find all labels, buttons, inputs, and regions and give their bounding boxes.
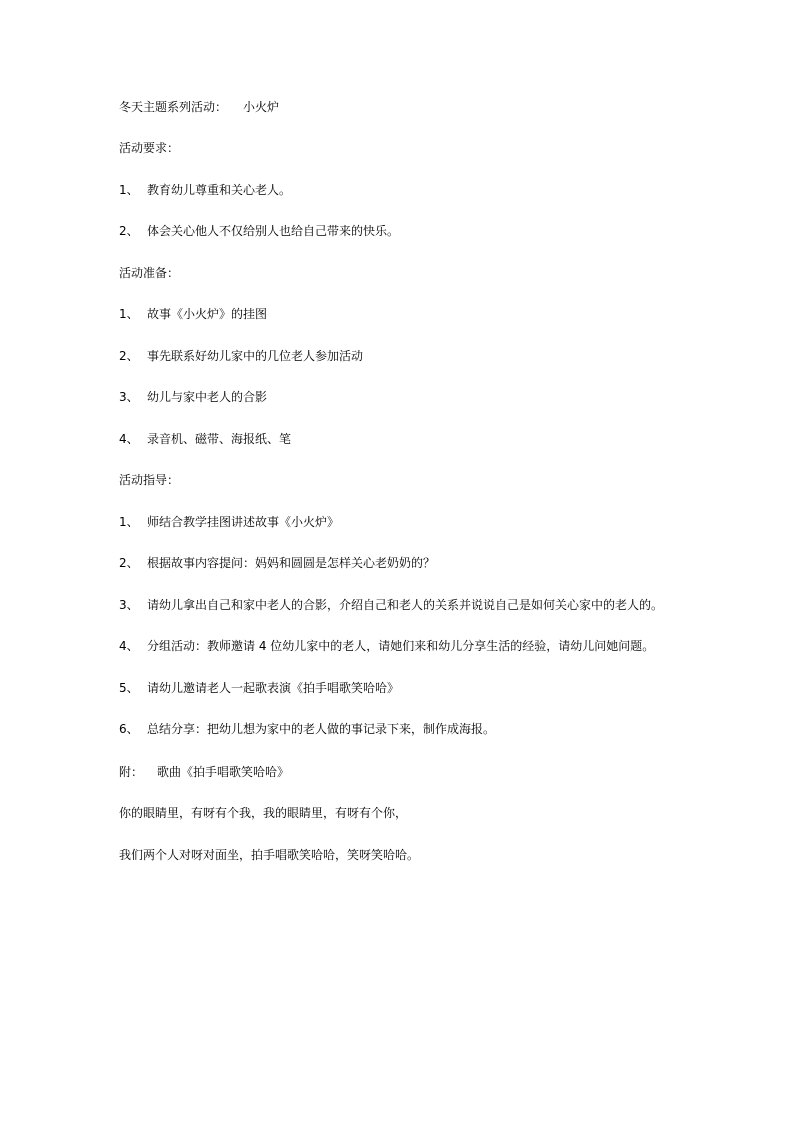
appendix-line	[119, 764, 289, 780]
preparation-item-text: 故事《小火炉》的挂图	[147, 307, 268, 321]
guidance-item-text: 请幼儿邀请老人一起歌表演《拍手唱歌笑哈哈》	[147, 681, 400, 695]
preparation-item-number: 2、	[119, 349, 139, 363]
preparation-item-text: 录音机、磁带、海报纸、笔	[147, 432, 292, 446]
guidance-item-text: 请幼儿拿出自己和家中老人的合影，介绍自己和老人的关系并说说自己是如何关心家中的老人的。	[147, 598, 664, 612]
guidance-heading: 活动指导：	[119, 473, 180, 487]
preparation-item-3	[119, 389, 267, 405]
guidance-item-text: 根据故事内容提问：妈妈和圆圆是怎样关心老奶奶的？	[147, 556, 436, 570]
requirement-item-2	[119, 223, 399, 239]
requirements-heading: 活动要求：	[119, 141, 180, 155]
guidance-item-number: 1、	[119, 515, 139, 529]
guidance-item-6	[119, 721, 495, 737]
requirement-item-1	[119, 182, 291, 198]
guidance-item-number: 5、	[119, 681, 139, 695]
preparation-item-number: 3、	[119, 390, 139, 404]
preparation-item-text: 事先联系好幼儿家中的几位老人参加活动	[147, 349, 364, 363]
guidance-item-number: 4、	[119, 639, 139, 653]
requirement-item-number: 1、	[119, 183, 139, 197]
preparation-item-number: 4、	[119, 432, 139, 446]
guidance-item-2	[119, 555, 435, 571]
guidance-item-text: 总结分享：把幼儿想为家中的老人做的事记录下来，制作成海报。	[147, 722, 496, 736]
guidance-item-number: 3、	[119, 598, 139, 612]
guidance-item-4	[119, 638, 654, 654]
appendix-song-title: 歌曲《拍手唱歌笑哈哈》	[157, 765, 290, 779]
appendix-label: 附：	[119, 765, 144, 779]
requirement-item-number: 2、	[119, 224, 139, 238]
preparation-item-4	[119, 431, 291, 447]
lyrics-line-2: 我们两个人对呀对面坐，拍手唱歌笑哈哈，笑呀笑哈哈。	[119, 848, 420, 862]
guidance-item-text: 师结合教学挂图讲述故事《小火炉》	[147, 515, 340, 529]
preparation-heading: 活动准备：	[119, 266, 180, 280]
lyrics-line-1: 你的眼睛里，有呀有个我，我的眼睛里，有呀有个你，	[119, 806, 408, 820]
guidance-item-5	[119, 680, 399, 696]
title-prefix: 冬天主题系列活动：	[119, 100, 228, 114]
guidance-item-number: 2、	[119, 556, 139, 570]
title-name: 小火炉	[243, 100, 280, 114]
requirement-item-text: 教育幼儿尊重和关心老人。	[147, 183, 292, 197]
requirement-item-text: 体会关心他人不仅给别人也给自己带来的快乐。	[147, 224, 400, 238]
preparation-item-1	[119, 306, 267, 322]
guidance-item-text: 分组活动：教师邀请 4 位幼儿家中的老人，请她们来和幼儿分享生活的经验，请幼儿问她问题。	[147, 639, 655, 653]
document-title	[119, 99, 279, 115]
preparation-item-2	[119, 348, 363, 364]
guidance-item-number: 6、	[119, 722, 139, 736]
guidance-item-3	[119, 597, 663, 613]
preparation-item-number: 1、	[119, 307, 139, 321]
preparation-item-text: 幼儿与家中老人的合影	[147, 390, 268, 404]
guidance-item-1	[119, 514, 339, 530]
